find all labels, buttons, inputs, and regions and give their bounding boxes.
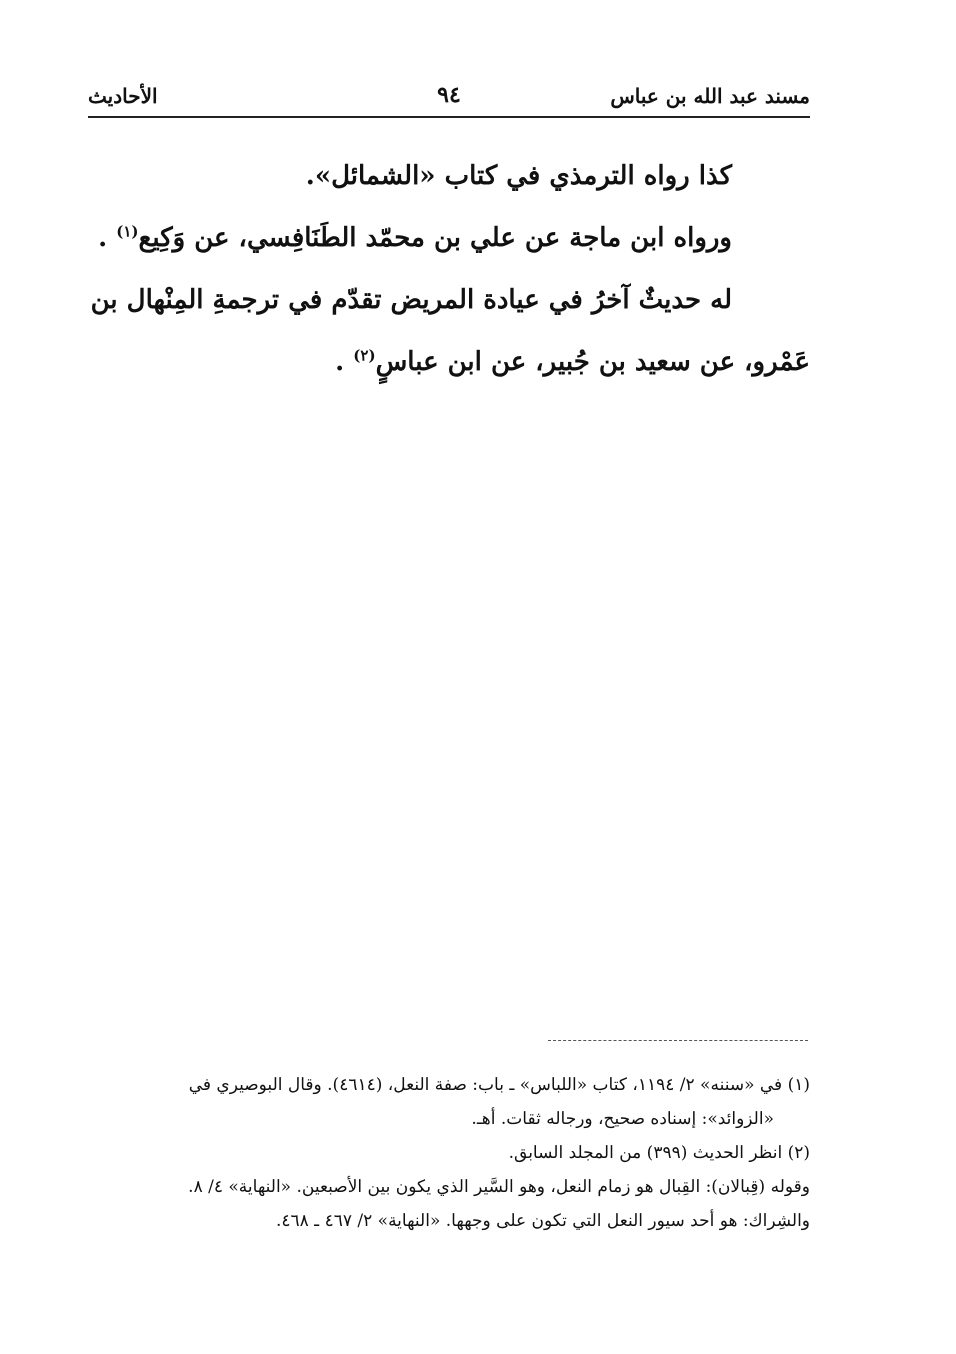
footnote-1-line-1: (١) في «سننه» ٢/ ١١٩٤، كتاب «اللباس» ـ باب: صفة النعل، (٤٦١٤). وقال البوصيري في — [188, 1075, 810, 1095]
paragraph-1: كذا رواه الترمذي في كتاب «الشمائل». — [305, 161, 732, 191]
footnote-2-line-2: وقوله (قِبالان): القِبال هو زمام النعل، وهو السَّير الذي يكون بين الأصبعين. «النهاية» ٤/ ٨. — [188, 1177, 810, 1197]
paragraph-2-text: ورواه ابن ماجة عن علي بن محمّد الطَنَافِسي، عن وَكِيع — [138, 223, 732, 253]
page-header — [88, 78, 810, 118]
footnotes — [88, 1068, 810, 1238]
paragraph-3 — [88, 269, 810, 393]
section-title: الأحاديث — [88, 84, 158, 108]
paragraph-3-end: . — [335, 347, 345, 377]
book-title: مسند عبد الله بن عباس — [610, 84, 810, 108]
footnote-2-line-3: والشِراك: هو أحد سيور النعل التي تكون على وجهها. «النهاية» ٢/ ٤٦٧ ـ ٤٦٨. — [275, 1211, 810, 1231]
footnote-ref-2: (٢) — [353, 346, 376, 365]
footnote-1-line-2: «الزوائد»: إسناده صحيح، ورجاله ثقات. أهـ. — [471, 1109, 774, 1129]
footnote-separator — [548, 1040, 808, 1041]
paragraph-2 — [88, 207, 810, 269]
paragraph-3-text: له حديثٌ آخرُ في عيادة المريض تقدّم في ترجمةِ المِنْهال بن عَمْرو، عن سعيد بن جُبير، عن ابن عباسٍ — [90, 285, 810, 377]
page-number: ٩٤ — [437, 82, 461, 108]
footnote-2-line-1: (٢) انظر الحديث (٣٩٩) من المجلد السابق. — [508, 1143, 810, 1163]
paragraph-2-end: . — [98, 223, 108, 253]
main-text — [88, 145, 810, 393]
footnote-ref-1: (١) — [116, 222, 139, 241]
